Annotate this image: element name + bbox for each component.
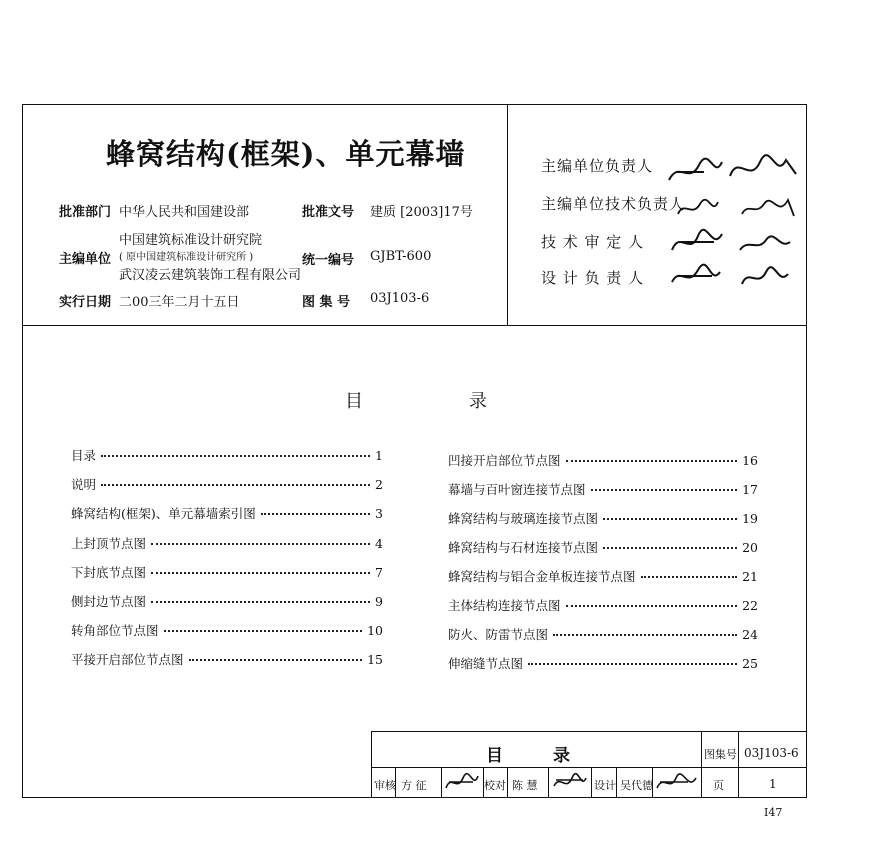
title-block-title-right: 录 xyxy=(553,746,570,766)
check-label: 校对 xyxy=(484,779,506,792)
toc-item[interactable]: 蜂窝结构与石材连接节点图 20 xyxy=(448,540,758,555)
dot-leader xyxy=(151,572,370,574)
approval-doc-value: 建质 [2003]17号 xyxy=(370,205,473,220)
title-block-atlas-label: 图集号 xyxy=(704,748,737,761)
dot-leader xyxy=(603,518,737,520)
signature-check xyxy=(551,768,589,796)
approval-dept-value: 中华人民共和国建设部 xyxy=(119,205,250,220)
header-separator xyxy=(22,325,807,326)
signature-design xyxy=(654,768,700,796)
editor-line1: 中国建筑标准设计研究院 xyxy=(119,233,263,248)
toc-item[interactable]: 上封顶节点图 4 xyxy=(71,536,383,551)
dot-leader xyxy=(261,513,370,515)
role-design-head: 设 计 负 责 人 xyxy=(541,269,645,287)
dot-leader xyxy=(151,543,370,545)
title-block-col-divider xyxy=(591,767,592,798)
toc-item[interactable]: 凹接开启部位节点图 16 xyxy=(448,453,758,468)
dot-leader xyxy=(566,460,738,462)
header-divider xyxy=(507,104,508,325)
title-block-col-divider xyxy=(507,767,508,798)
title-block xyxy=(371,731,807,798)
review-name: 方 征 xyxy=(401,779,427,792)
toc-item[interactable]: 主体结构连接节点图 22 xyxy=(448,598,758,613)
toc-item[interactable]: 蜂窝结构(框架)、单元幕墙索引图 3 xyxy=(71,506,383,521)
title-block-col-divider xyxy=(738,731,739,798)
toc-item[interactable]: 蜂窝结构与玻璃连接节点图 19 xyxy=(448,511,758,526)
dot-leader xyxy=(553,634,737,636)
toc-title-right: 录 xyxy=(469,391,487,412)
dot-leader xyxy=(591,489,738,491)
atlas-no-label: 图 集 号 xyxy=(302,295,351,310)
effective-date-label: 实行日期 xyxy=(59,295,112,310)
sheet-page-number: I47 xyxy=(764,806,783,819)
role-chief-editor: 主编单位负责人 xyxy=(541,157,654,175)
toc-item[interactable]: 防火、防雷节点图 24 xyxy=(448,627,758,642)
dot-leader xyxy=(641,576,738,578)
role-technical-reviewer: 技 术 审 定 人 xyxy=(541,233,645,251)
signature-chief-editor xyxy=(664,150,804,190)
design-label: 设计 xyxy=(594,779,616,792)
title-block-col-divider xyxy=(548,767,549,798)
toc-item[interactable]: 伸缩缝节点图 25 xyxy=(448,656,758,671)
signature-technical-reviewer xyxy=(668,224,798,260)
editor-label: 主编单位 xyxy=(59,252,112,267)
signature-technical-head xyxy=(674,190,804,226)
toc-item[interactable]: 蜂窝结构与铝合金单板连接节点图 21 xyxy=(448,569,758,584)
check-name: 陈 慧 xyxy=(512,779,538,792)
dot-leader xyxy=(566,605,738,607)
effective-date-value: 二00三年二月十五日 xyxy=(119,295,240,310)
title-block-title-left: 目 xyxy=(486,746,503,766)
title-block-col-divider xyxy=(616,767,617,798)
dot-leader xyxy=(528,663,737,665)
title-block-row-divider xyxy=(371,767,807,768)
approval-doc-label: 批准文号 xyxy=(302,205,355,220)
toc-item[interactable]: 平接开启部位节点图 15 xyxy=(71,652,383,667)
toc-title-left: 目 xyxy=(345,391,363,412)
title-block-col-divider xyxy=(441,767,442,798)
dot-leader xyxy=(101,484,370,486)
unified-no-value: GJBT-600 xyxy=(370,249,432,264)
role-technical-head: 主编单位技术负责人 xyxy=(541,195,686,213)
signature-design-head xyxy=(668,258,798,294)
review-label: 审核 xyxy=(374,779,396,792)
approval-dept-label: 批准部门 xyxy=(59,205,112,220)
page-label: 页 xyxy=(713,779,724,792)
page-value: 1 xyxy=(769,777,777,791)
toc-item[interactable]: 幕墙与百叶窗连接节点图 17 xyxy=(448,482,758,497)
toc-item[interactable]: 侧封边节点图 9 xyxy=(71,594,383,609)
atlas-title: 蜂窝结构(框架)、单元幕墙 xyxy=(106,137,466,171)
toc-item[interactable]: 转角部位节点图 10 xyxy=(71,623,383,638)
unified-no-label: 统一编号 xyxy=(302,253,355,268)
signature-review xyxy=(443,768,481,796)
editor-line3: 武汉凌云建筑装饰工程有限公司 xyxy=(119,268,302,283)
editor-line2: ( 原中国建筑标准设计研究所 ) xyxy=(119,252,254,263)
toc-item[interactable]: 下封底节点图 7 xyxy=(71,565,383,580)
toc-item[interactable]: 目录 1 xyxy=(71,448,383,463)
dot-leader xyxy=(101,455,370,457)
atlas-no-value: 03J103-6 xyxy=(370,291,430,306)
design-name: 吴代德 xyxy=(620,779,653,792)
dot-leader xyxy=(603,547,737,549)
dot-leader xyxy=(164,630,363,632)
title-block-atlas-value: 03J103-6 xyxy=(744,746,799,760)
toc-item[interactable]: 说明 2 xyxy=(71,477,383,492)
title-block-col-divider xyxy=(701,731,702,798)
dot-leader xyxy=(151,601,370,603)
dot-leader xyxy=(189,659,363,661)
